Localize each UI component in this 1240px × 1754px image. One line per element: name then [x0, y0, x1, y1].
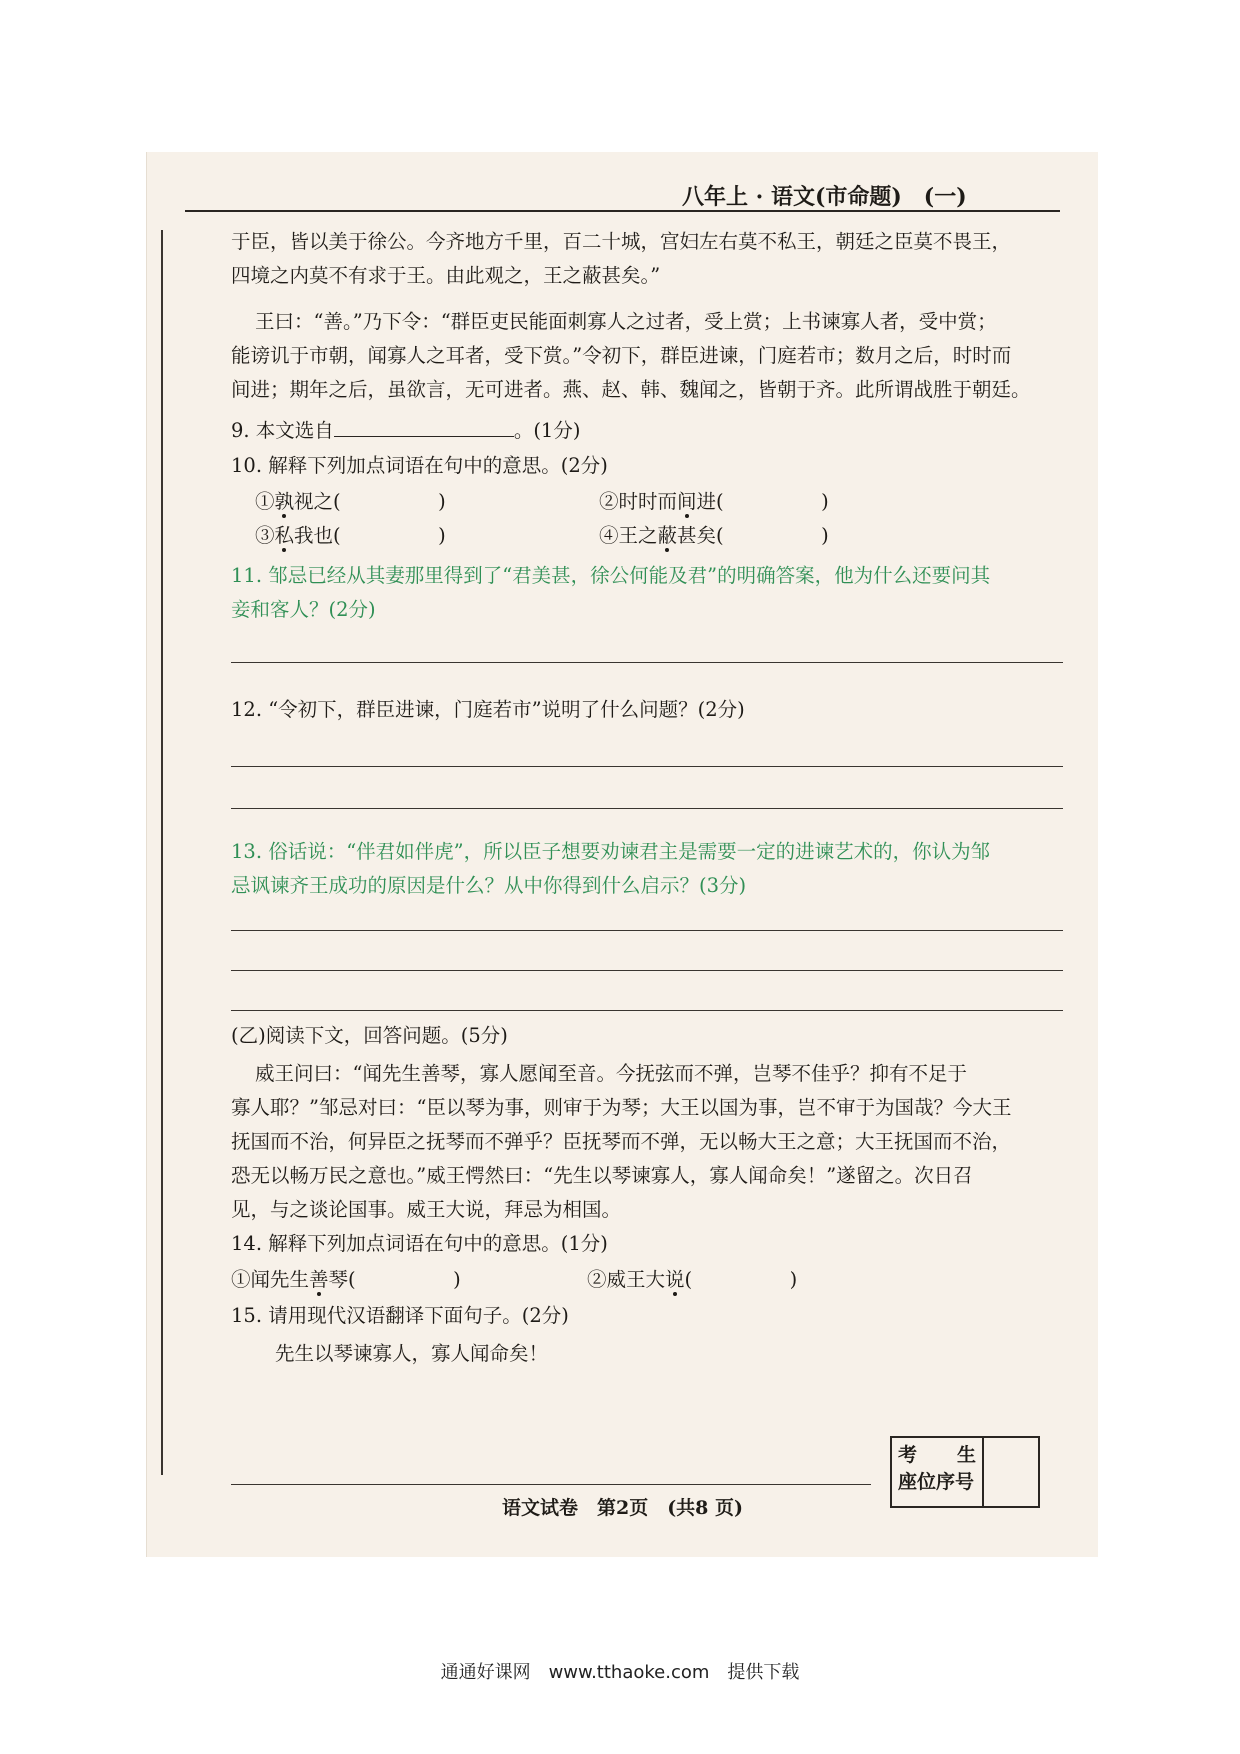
passage-b-line: 寡人耶？”邹忌对曰：“臣以琴为事，则审于为琴；大王以国为事，岂不审于为国哉？今大王	[231, 1096, 1012, 1119]
site-watermark: 通通好课网 www.tthaoke.com 提供下载	[440, 1662, 800, 1683]
dotted-char: 蔽	[657, 524, 678, 547]
q15-answer-line[interactable]	[231, 1484, 871, 1485]
passage-a-line: 于臣，皆以美于徐公。今齐地方千里，百二十城，宫妇左右莫不私王，朝廷之臣莫不畏王，	[231, 230, 1012, 253]
q14-item-1[interactable]	[231, 1268, 461, 1292]
item-number: ②	[599, 490, 619, 513]
passage-a-line: 能谤讥于市朝，闻寡人之耳者，受下赏。”令初下，群臣进谏，门庭若市；数月之后，时时而	[231, 344, 1012, 367]
q9-score: 。(1分)	[513, 419, 581, 442]
q11-answer-line[interactable]	[231, 662, 1063, 663]
item-rest: 我也( )	[294, 524, 446, 547]
part-b-heading: (乙)阅读下文，回答问题。(5分)	[231, 1024, 508, 1047]
passage-b-line: 恐无以畅万民之意也。”威王愕然曰：“先生以琴谏寡人，寡人闻命矣！”遂留之。次日召	[231, 1164, 973, 1187]
dotted-char: 善	[309, 1268, 329, 1291]
question-11-line: 11. 邹忌已经从其妻那里得到了“君美甚，徐公何能及君”的明确答案，他为什么还要问其	[231, 564, 991, 587]
question-14: 14. 解释下列加点词语在句中的意思。(1分)	[231, 1232, 608, 1255]
item-rest: ( )	[684, 1268, 798, 1291]
question-9	[231, 418, 580, 443]
passage-b-line: 抚国而不治，何异臣之抚琴而不弹乎？臣抚琴而不弹，无以畅大王之意；大王抚国而不治，	[231, 1130, 1012, 1153]
item-rest: 进( )	[696, 490, 829, 513]
dotted-char: 说	[665, 1268, 685, 1291]
q12-answer-line[interactable]	[231, 808, 1063, 809]
q10-item-1[interactable]	[255, 490, 446, 514]
item-number: ①	[255, 490, 275, 513]
q9-answer-blank[interactable]	[334, 418, 514, 437]
q15-sentence: 先生以琴谏寡人，寡人闻命矣！	[275, 1342, 549, 1365]
passage-a-line: 王曰：“善。”乃下令：“群臣吏民能面刺寡人之过者，受上赏；上书谏寡人者，受中赏；	[255, 310, 997, 333]
q12-answer-line[interactable]	[231, 766, 1063, 767]
q10-item-2[interactable]	[599, 490, 829, 514]
seat-label-kao: 考	[898, 1444, 918, 1466]
dotted-char: 间	[677, 490, 697, 513]
item-pre: 王之	[618, 524, 658, 547]
item-number: ④	[599, 524, 619, 547]
dotted-char: 孰	[274, 490, 295, 513]
item-rest: 视之( )	[294, 490, 446, 513]
page-header-title: 八年上 · 语文(市命题) (一)	[682, 184, 967, 210]
q13-answer-line[interactable]	[231, 970, 1063, 971]
item-rest: 甚矣( )	[677, 524, 829, 547]
item-number: ①	[231, 1268, 251, 1291]
seat-label-seq: 座位序号	[898, 1471, 975, 1493]
q10-item-4[interactable]	[599, 524, 829, 548]
q10-item-3[interactable]	[255, 524, 446, 548]
question-10: 10. 解释下列加点词语在句中的意思。(2分)	[231, 454, 608, 477]
q14-item-2[interactable]	[587, 1268, 797, 1292]
question-13-line: 13. 俗话说：“伴君如伴虎”，所以臣子想要劝谏君主是需要一定的进谏艺术的，你认为邹	[231, 840, 991, 863]
question-15: 15. 请用现代汉语翻译下面句子。(2分)	[231, 1304, 569, 1327]
q13-answer-line[interactable]	[231, 1010, 1063, 1011]
question-13-line: 忌讽谏齐王成功的原因是什么？从中你得到什么启示？(3分)	[231, 874, 747, 897]
item-pre: 时时而	[618, 490, 678, 513]
exam-page	[146, 152, 1098, 1557]
passage-b-line: 威王问曰：“闻先生善琴，寡人愿闻至音。今抚弦而不弹，岂琴不佳乎？抑有不足于	[255, 1062, 967, 1085]
passage-a-line: 四境之内莫不有求于王。由此观之，王之蔽甚矣。”	[231, 264, 661, 287]
page-footer: 语文试卷 第2页 (共8 页)	[501, 1497, 744, 1519]
q13-answer-line[interactable]	[231, 930, 1063, 931]
seat-label-sheng: 生	[956, 1444, 976, 1466]
question-12: 12. “令初下，群臣进谏，门庭若市”说明了什么问题？(2分)	[231, 698, 745, 721]
item-number: ③	[255, 524, 275, 547]
item-rest: 琴( )	[328, 1268, 461, 1291]
q9-prompt: 9. 本文选自	[231, 419, 334, 442]
passage-b-line: 见，与之谈论国事。威王大说，拜忌为相国。	[231, 1198, 622, 1221]
dotted-char: 私	[274, 524, 295, 547]
item-pre: 闻先生	[250, 1268, 310, 1291]
passage-a-line: 间进；期年之后，虽欲言，无可进者。燕、赵、韩、魏闻之，皆朝于齐。此所谓战胜于朝廷。	[231, 378, 1031, 401]
exam-content	[147, 152, 1098, 1557]
question-11-line: 妾和客人？(2分)	[231, 598, 376, 621]
item-number: ②	[587, 1268, 607, 1291]
item-pre: 威王大	[606, 1268, 666, 1291]
